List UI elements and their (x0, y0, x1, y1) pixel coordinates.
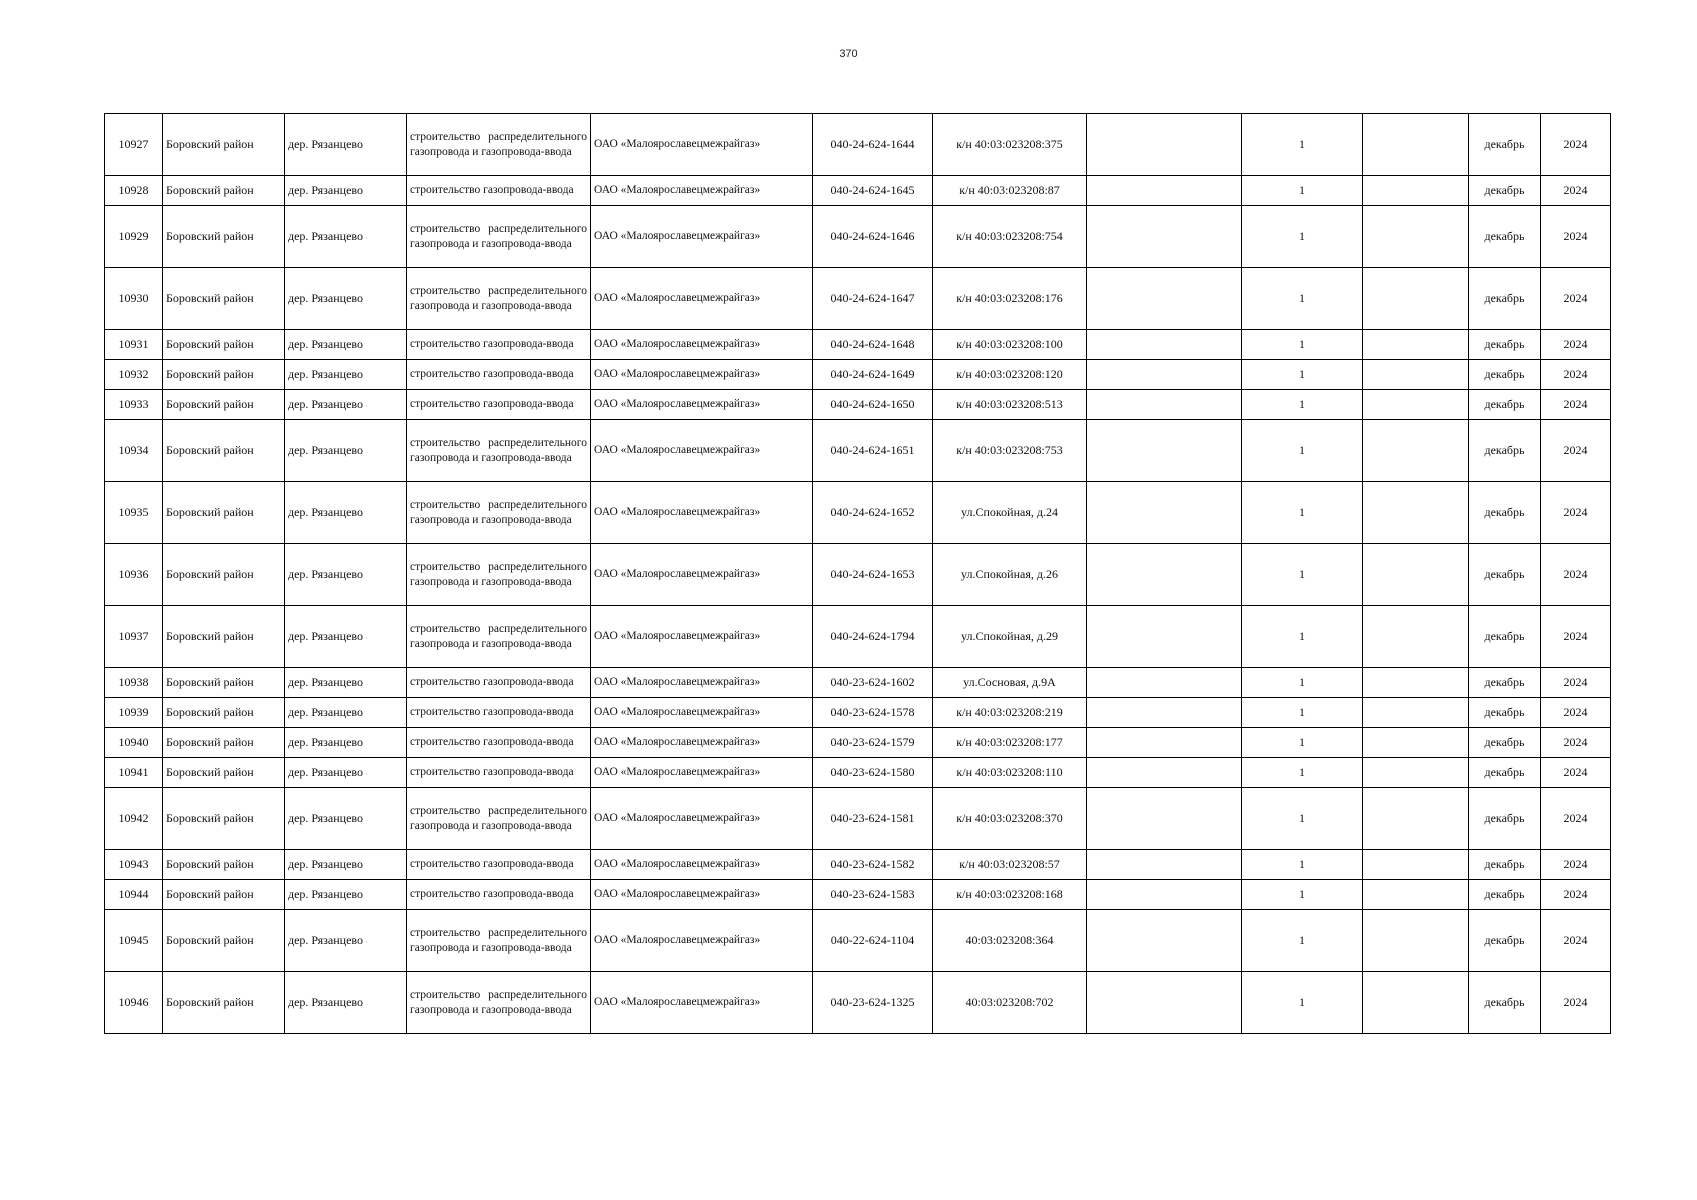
village-cell: дер. Рязанцево (285, 880, 407, 910)
row-number-cell: 10927 (105, 114, 163, 176)
organization-cell: ОАО «Малоярославецмежрайгаз» (591, 758, 813, 788)
row-number-cell: 10944 (105, 880, 163, 910)
month-cell: декабрь (1469, 606, 1541, 668)
year-cell: 2024 (1541, 728, 1611, 758)
address-cell: к/н 40:03:023208:754 (933, 206, 1087, 268)
year-cell: 2024 (1541, 788, 1611, 850)
quantity-cell: 1 (1242, 850, 1363, 880)
row-number-cell: 10938 (105, 668, 163, 698)
work-type-cell: строительство газопровода-ввода (407, 390, 591, 420)
village-cell: дер. Рязанцево (285, 360, 407, 390)
organization-cell: ОАО «Малоярославецмежрайгаз» (591, 698, 813, 728)
row-number-cell: 10945 (105, 910, 163, 972)
table-row (105, 880, 1611, 910)
application-id-cell: 040-24-624-1645 (813, 176, 933, 206)
organization-cell: ОАО «Малоярославецмежрайгаз» (591, 972, 813, 1034)
work-type-cell: строительство газопровода-ввода (407, 850, 591, 880)
table-row (105, 910, 1611, 972)
row-number-cell: 10935 (105, 482, 163, 544)
village-cell: дер. Рязанцево (285, 482, 407, 544)
district-cell: Боровский район (163, 330, 285, 360)
quantity-cell: 1 (1242, 544, 1363, 606)
empty-cell (1087, 114, 1242, 176)
organization-cell: ОАО «Малоярославецмежрайгаз» (591, 330, 813, 360)
district-cell: Боровский район (163, 668, 285, 698)
work-type-cell: строительство распределительного газопровода и газопровода-ввода (407, 788, 591, 850)
village-cell: дер. Рязанцево (285, 728, 407, 758)
month-cell: декабрь (1469, 420, 1541, 482)
village-cell: дер. Рязанцево (285, 206, 407, 268)
village-cell: дер. Рязанцево (285, 788, 407, 850)
organization-cell: ОАО «Малоярославецмежрайгаз» (591, 544, 813, 606)
empty-cell (1363, 360, 1469, 390)
month-cell: декабрь (1469, 728, 1541, 758)
application-id-cell: 040-24-624-1646 (813, 206, 933, 268)
village-cell: дер. Рязанцево (285, 758, 407, 788)
village-cell: дер. Рязанцево (285, 176, 407, 206)
organization-cell: ОАО «Малоярославецмежрайгаз» (591, 206, 813, 268)
empty-cell (1363, 788, 1469, 850)
empty-cell (1363, 176, 1469, 206)
month-cell: декабрь (1469, 114, 1541, 176)
organization-cell: ОАО «Малоярославецмежрайгаз» (591, 880, 813, 910)
district-cell: Боровский район (163, 114, 285, 176)
row-number-cell: 10933 (105, 390, 163, 420)
empty-cell (1363, 910, 1469, 972)
row-number-cell: 10946 (105, 972, 163, 1034)
registry-body (105, 114, 1611, 1034)
district-cell: Боровский район (163, 420, 285, 482)
work-type-cell: строительство газопровода-ввода (407, 360, 591, 390)
year-cell: 2024 (1541, 114, 1611, 176)
district-cell: Боровский район (163, 482, 285, 544)
address-cell: ул.Спокойная, д.24 (933, 482, 1087, 544)
address-cell: ул.Сосновая, д.9А (933, 668, 1087, 698)
organization-cell: ОАО «Малоярославецмежрайгаз» (591, 606, 813, 668)
organization-cell: ОАО «Малоярославецмежрайгаз» (591, 728, 813, 758)
application-id-cell: 040-24-624-1794 (813, 606, 933, 668)
year-cell: 2024 (1541, 668, 1611, 698)
table-row (105, 330, 1611, 360)
empty-cell (1087, 420, 1242, 482)
quantity-cell: 1 (1242, 668, 1363, 698)
address-cell: к/н 40:03:023208:177 (933, 728, 1087, 758)
quantity-cell: 1 (1242, 972, 1363, 1034)
address-cell: к/н 40:03:023208:168 (933, 880, 1087, 910)
month-cell: декабрь (1469, 880, 1541, 910)
gasification-registry-table (104, 113, 1611, 1034)
application-id-cell: 040-23-624-1580 (813, 758, 933, 788)
work-type-cell: строительство газопровода-ввода (407, 728, 591, 758)
application-id-cell: 040-24-624-1649 (813, 360, 933, 390)
address-cell: к/н 40:03:023208:176 (933, 268, 1087, 330)
quantity-cell: 1 (1242, 176, 1363, 206)
empty-cell (1363, 606, 1469, 668)
month-cell: декабрь (1469, 698, 1541, 728)
organization-cell: ОАО «Малоярославецмежрайгаз» (591, 390, 813, 420)
organization-cell: ОАО «Малоярославецмежрайгаз» (591, 668, 813, 698)
quantity-cell: 1 (1242, 206, 1363, 268)
month-cell: декабрь (1469, 972, 1541, 1034)
empty-cell (1363, 728, 1469, 758)
district-cell: Боровский район (163, 972, 285, 1034)
district-cell: Боровский район (163, 758, 285, 788)
year-cell: 2024 (1541, 390, 1611, 420)
quantity-cell: 1 (1242, 880, 1363, 910)
address-cell: к/н 40:03:023208:375 (933, 114, 1087, 176)
village-cell: дер. Рязанцево (285, 698, 407, 728)
district-cell: Боровский район (163, 728, 285, 758)
year-cell: 2024 (1541, 698, 1611, 728)
address-cell: к/н 40:03:023208:57 (933, 850, 1087, 880)
organization-cell: ОАО «Малоярославецмежрайгаз» (591, 482, 813, 544)
year-cell: 2024 (1541, 330, 1611, 360)
address-cell: ул.Спокойная, д.29 (933, 606, 1087, 668)
empty-cell (1087, 330, 1242, 360)
year-cell: 2024 (1541, 544, 1611, 606)
row-number-cell: 10937 (105, 606, 163, 668)
village-cell: дер. Рязанцево (285, 420, 407, 482)
table-row (105, 390, 1611, 420)
work-type-cell: строительство газопровода-ввода (407, 668, 591, 698)
quantity-cell: 1 (1242, 360, 1363, 390)
empty-cell (1363, 114, 1469, 176)
empty-cell (1087, 880, 1242, 910)
address-cell: к/н 40:03:023208:100 (933, 330, 1087, 360)
address-cell: к/н 40:03:023208:753 (933, 420, 1087, 482)
month-cell: декабрь (1469, 176, 1541, 206)
table-row (105, 114, 1611, 176)
application-id-cell: 040-24-624-1650 (813, 390, 933, 420)
empty-cell (1363, 482, 1469, 544)
table-row (105, 606, 1611, 668)
work-type-cell: строительство газопровода-ввода (407, 698, 591, 728)
village-cell: дер. Рязанцево (285, 606, 407, 668)
work-type-cell: строительство распределительного газопровода и газопровода-ввода (407, 544, 591, 606)
village-cell: дер. Рязанцево (285, 972, 407, 1034)
work-type-cell: строительство газопровода-ввода (407, 880, 591, 910)
empty-cell (1363, 850, 1469, 880)
empty-cell (1087, 268, 1242, 330)
organization-cell: ОАО «Малоярославецмежрайгаз» (591, 176, 813, 206)
district-cell: Боровский район (163, 176, 285, 206)
quantity-cell: 1 (1242, 606, 1363, 668)
quantity-cell: 1 (1242, 420, 1363, 482)
work-type-cell: строительство распределительного газопровода и газопровода-ввода (407, 268, 591, 330)
application-id-cell: 040-23-624-1325 (813, 972, 933, 1034)
table-row (105, 728, 1611, 758)
work-type-cell: строительство распределительного газопровода и газопровода-ввода (407, 972, 591, 1034)
district-cell: Боровский район (163, 544, 285, 606)
empty-cell (1363, 420, 1469, 482)
row-number-cell: 10928 (105, 176, 163, 206)
empty-cell (1087, 910, 1242, 972)
empty-cell (1087, 206, 1242, 268)
district-cell: Боровский район (163, 788, 285, 850)
page-number: 370 (839, 48, 858, 60)
application-id-cell: 040-24-624-1648 (813, 330, 933, 360)
table-row (105, 544, 1611, 606)
organization-cell: ОАО «Малоярославецмежрайгаз» (591, 114, 813, 176)
row-number-cell: 10929 (105, 206, 163, 268)
village-cell: дер. Рязанцево (285, 330, 407, 360)
year-cell: 2024 (1541, 176, 1611, 206)
district-cell: Боровский район (163, 390, 285, 420)
empty-cell (1363, 330, 1469, 360)
district-cell: Боровский район (163, 850, 285, 880)
application-id-cell: 040-23-624-1602 (813, 668, 933, 698)
empty-cell (1087, 698, 1242, 728)
empty-cell (1087, 390, 1242, 420)
empty-cell (1363, 268, 1469, 330)
row-number-cell: 10940 (105, 728, 163, 758)
empty-cell (1087, 728, 1242, 758)
application-id-cell: 040-23-624-1582 (813, 850, 933, 880)
application-id-cell: 040-23-624-1583 (813, 880, 933, 910)
table-row (105, 850, 1611, 880)
table-row (105, 176, 1611, 206)
address-cell: ул.Спокойная, д.26 (933, 544, 1087, 606)
quantity-cell: 1 (1242, 114, 1363, 176)
table-row (105, 758, 1611, 788)
year-cell: 2024 (1541, 972, 1611, 1034)
work-type-cell: строительство газопровода-ввода (407, 176, 591, 206)
organization-cell: ОАО «Малоярославецмежрайгаз» (591, 268, 813, 330)
row-number-cell: 10934 (105, 420, 163, 482)
quantity-cell: 1 (1242, 728, 1363, 758)
year-cell: 2024 (1541, 606, 1611, 668)
empty-cell (1087, 606, 1242, 668)
work-type-cell: строительство газопровода-ввода (407, 758, 591, 788)
table-row (105, 360, 1611, 390)
year-cell: 2024 (1541, 206, 1611, 268)
quantity-cell: 1 (1242, 268, 1363, 330)
table-row (105, 788, 1611, 850)
empty-cell (1363, 880, 1469, 910)
application-id-cell: 040-24-624-1647 (813, 268, 933, 330)
table-row (105, 482, 1611, 544)
district-cell: Боровский район (163, 698, 285, 728)
row-number-cell: 10941 (105, 758, 163, 788)
application-id-cell: 040-23-624-1579 (813, 728, 933, 758)
organization-cell: ОАО «Малоярославецмежрайгаз» (591, 420, 813, 482)
quantity-cell: 1 (1242, 330, 1363, 360)
application-id-cell: 040-24-624-1651 (813, 420, 933, 482)
quantity-cell: 1 (1242, 788, 1363, 850)
work-type-cell: строительство распределительного газопровода и газопровода-ввода (407, 420, 591, 482)
empty-cell (1087, 360, 1242, 390)
table-row (105, 268, 1611, 330)
work-type-cell: строительство распределительного газопровода и газопровода-ввода (407, 910, 591, 972)
year-cell: 2024 (1541, 268, 1611, 330)
month-cell: декабрь (1469, 850, 1541, 880)
address-cell: 40:03:023208:702 (933, 972, 1087, 1034)
address-cell: к/н 40:03:023208:110 (933, 758, 1087, 788)
row-number-cell: 10930 (105, 268, 163, 330)
row-number-cell: 10939 (105, 698, 163, 728)
empty-cell (1087, 850, 1242, 880)
empty-cell (1363, 668, 1469, 698)
village-cell: дер. Рязанцево (285, 910, 407, 972)
organization-cell: ОАО «Малоярославецмежрайгаз» (591, 360, 813, 390)
empty-cell (1363, 698, 1469, 728)
work-type-cell: строительство распределительного газопровода и газопровода-ввода (407, 114, 591, 176)
year-cell: 2024 (1541, 482, 1611, 544)
application-id-cell: 040-23-624-1581 (813, 788, 933, 850)
work-type-cell: строительство распределительного газопровода и газопровода-ввода (407, 206, 591, 268)
address-cell: к/н 40:03:023208:87 (933, 176, 1087, 206)
quantity-cell: 1 (1242, 482, 1363, 544)
quantity-cell: 1 (1242, 910, 1363, 972)
empty-cell (1087, 972, 1242, 1034)
organization-cell: ОАО «Малоярославецмежрайгаз» (591, 788, 813, 850)
work-type-cell: строительство распределительного газопровода и газопровода-ввода (407, 606, 591, 668)
table-row (105, 698, 1611, 728)
row-number-cell: 10943 (105, 850, 163, 880)
address-cell: 40:03:023208:364 (933, 910, 1087, 972)
district-cell: Боровский район (163, 206, 285, 268)
year-cell: 2024 (1541, 420, 1611, 482)
month-cell: декабрь (1469, 758, 1541, 788)
empty-cell (1363, 544, 1469, 606)
work-type-cell: строительство распределительного газопровода и газопровода-ввода (407, 482, 591, 544)
row-number-cell: 10936 (105, 544, 163, 606)
application-id-cell: 040-22-624-1104 (813, 910, 933, 972)
village-cell: дер. Рязанцево (285, 390, 407, 420)
empty-cell (1087, 788, 1242, 850)
address-cell: к/н 40:03:023208:513 (933, 390, 1087, 420)
year-cell: 2024 (1541, 360, 1611, 390)
quantity-cell: 1 (1242, 390, 1363, 420)
address-cell: к/н 40:03:023208:120 (933, 360, 1087, 390)
empty-cell (1087, 544, 1242, 606)
village-cell: дер. Рязанцево (285, 544, 407, 606)
district-cell: Боровский район (163, 360, 285, 390)
organization-cell: ОАО «Малоярославецмежрайгаз» (591, 850, 813, 880)
year-cell: 2024 (1541, 850, 1611, 880)
table-row (105, 668, 1611, 698)
quantity-cell: 1 (1242, 698, 1363, 728)
empty-cell (1363, 206, 1469, 268)
district-cell: Боровский район (163, 910, 285, 972)
empty-cell (1087, 482, 1242, 544)
empty-cell (1087, 176, 1242, 206)
row-number-cell: 10942 (105, 788, 163, 850)
month-cell: декабрь (1469, 206, 1541, 268)
month-cell: декабрь (1469, 360, 1541, 390)
month-cell: декабрь (1469, 788, 1541, 850)
village-cell: дер. Рязанцево (285, 850, 407, 880)
district-cell: Боровский район (163, 880, 285, 910)
empty-cell (1087, 668, 1242, 698)
organization-cell: ОАО «Малоярославецмежрайгаз» (591, 910, 813, 972)
year-cell: 2024 (1541, 880, 1611, 910)
district-cell: Боровский район (163, 268, 285, 330)
month-cell: декабрь (1469, 268, 1541, 330)
application-id-cell: 040-24-624-1644 (813, 114, 933, 176)
empty-cell (1087, 758, 1242, 788)
village-cell: дер. Рязанцево (285, 668, 407, 698)
year-cell: 2024 (1541, 910, 1611, 972)
month-cell: декабрь (1469, 482, 1541, 544)
application-id-cell: 040-23-624-1578 (813, 698, 933, 728)
month-cell: декабрь (1469, 668, 1541, 698)
year-cell: 2024 (1541, 758, 1611, 788)
application-id-cell: 040-24-624-1652 (813, 482, 933, 544)
village-cell: дер. Рязанцево (285, 114, 407, 176)
table-row (105, 972, 1611, 1034)
month-cell: декабрь (1469, 390, 1541, 420)
quantity-cell: 1 (1242, 758, 1363, 788)
empty-cell (1363, 758, 1469, 788)
empty-cell (1363, 390, 1469, 420)
month-cell: декабрь (1469, 544, 1541, 606)
row-number-cell: 10932 (105, 360, 163, 390)
empty-cell (1363, 972, 1469, 1034)
month-cell: декабрь (1469, 330, 1541, 360)
table-row (105, 420, 1611, 482)
month-cell: декабрь (1469, 910, 1541, 972)
row-number-cell: 10931 (105, 330, 163, 360)
application-id-cell: 040-24-624-1653 (813, 544, 933, 606)
work-type-cell: строительство газопровода-ввода (407, 330, 591, 360)
table-row (105, 206, 1611, 268)
address-cell: к/н 40:03:023208:219 (933, 698, 1087, 728)
district-cell: Боровский район (163, 606, 285, 668)
village-cell: дер. Рязанцево (285, 268, 407, 330)
address-cell: к/н 40:03:023208:370 (933, 788, 1087, 850)
